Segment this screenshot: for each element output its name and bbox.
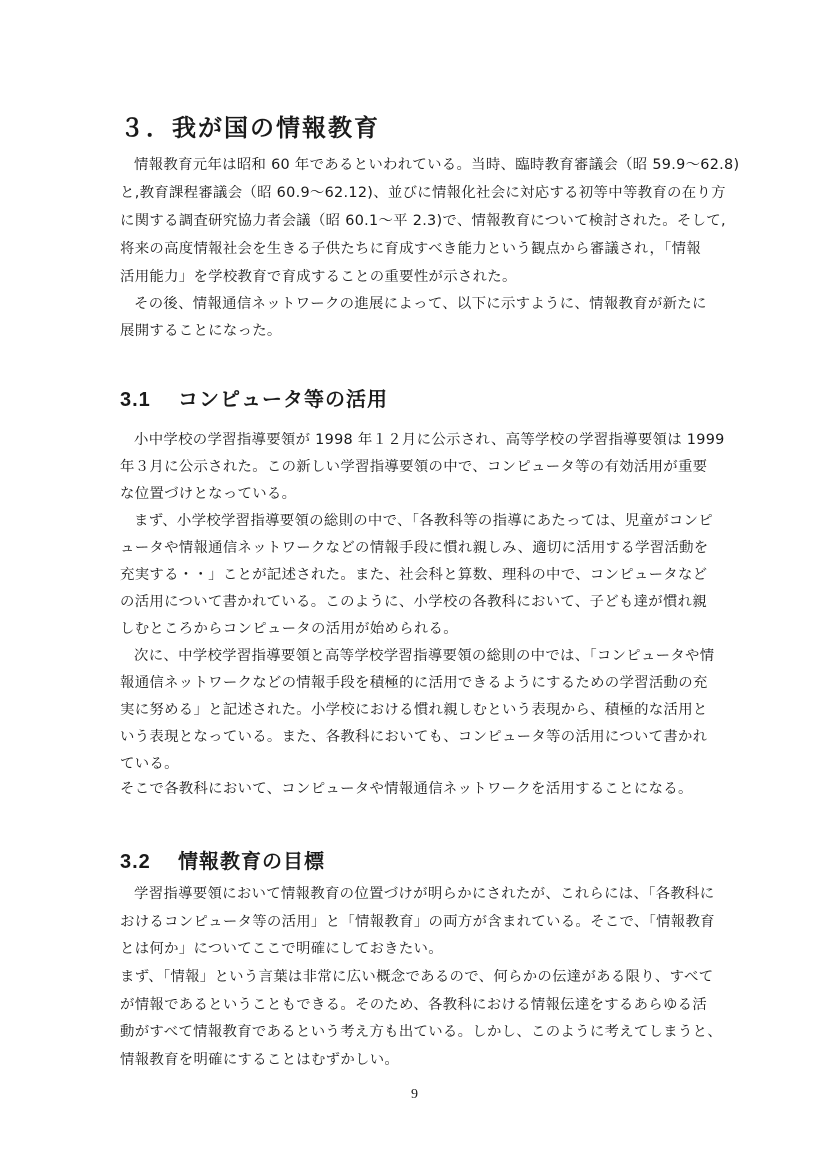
section-3-1-line: 報通信ネットワークなどの情報手段を積極的に活用できるようにするための学習活動の充 [120,675,708,691]
section-3-heading: ３．我が国の情報教育 [120,114,380,142]
section-3-line: 展開することになった。 [120,323,282,339]
section-3-2-line: まず、「情報」という言葉は非常に広い概念であるので、何らかの伝達がある限り、すべて [120,969,714,985]
section-3-1-line: 次に、中学校学習指導要領と高等学校学習指導要領の総則の中では、「コンピュータや情 [134,648,715,664]
section-3-2-number: 3.2 [120,851,151,873]
section-3-2-line: 情報教育を明確にすることはむずかしい。 [120,1052,400,1068]
section-3-1-line: 小中学校の学習指導要領が 1998 年１２月に公示され、高等学校の学習指導要領は 1999 [134,432,725,448]
section-3-line: に関する調査研究協力者会議（昭 60.1～平 2.3)で、情報教育について検討された。そして, [120,213,726,229]
section-3-1-line: まず、小学校学習指導要領の総則の中で、「各教科等の指導にあたっては、児童がコンピ [134,513,713,529]
section-3-1-title: コンピュータ等の活用 [178,387,388,411]
page-number: 9 [411,1087,418,1102]
section-3-1-heading [120,383,388,412]
section-3-2-line: が情報であるということもできる。そのため、各教科における情報伝達をするあらゆる活 [120,997,708,1013]
section-3-2-title: 情報教育の目標 [178,849,325,873]
section-3-2-heading [120,845,325,874]
section-3-1-line: な位置づけとなっている。 [120,486,297,502]
section-3-1-line: の活用について書かれている。このように、小学校の各教科において、子ども達が慣れ親 [120,594,708,610]
section-3-2-line: 学習指導要領において情報教育の位置づけが明らかにされたが、これらには、「各教科に [134,886,715,902]
section-3-1-number: 3.1 [120,389,151,411]
section-3-1-line: ュータや情報通信ネットワークなどの情報手段に慣れ親しみ、適切に活用する学習活動を [120,540,709,556]
section-3-1-line: 実に努める」と記述された。小学校における慣れ親しむという表現から、積極的な活用と [120,702,708,718]
section-3-1-line: そこで各教科において、コンピュータや情報通信ネットワークを活用することになる。 [120,781,693,797]
section-3-line: 活用能力」を学校教育で育成することの重要性が示された。 [120,269,517,285]
section-3-line: 情報教育元年は昭和 60 年であるといわれている。当時、臨時教育審議会（昭 59.9～62.8) [134,157,740,173]
section-3-2-line: おけるコンピュータ等の活用」と「情報教育」の両方が含まれている。そこで、「情報教育 [120,914,715,930]
section-3-1-line: いう表現となっている。また、各教科においても、コンピュータ等の活用について書かれ [120,729,708,745]
section-3-line: 将来の高度情報社会を生きる子供たちに育成すべき能力という観点から審議され，「情報 [120,241,702,257]
section-3-1-line: 充実する・・」ことが記述された。また、社会科と算数、理科の中で、コンピュータなど [120,567,708,583]
section-3-line: と,教育課程審議会（昭 60.9～62.12)、並びに情報化社会に対応する初等中等教育の在り方 [120,185,726,201]
section-3-2-line: 動がすべて情報教育であるという考え方も出ている。しかし、このように考えてしまうと、 [120,1024,723,1040]
section-3-line: その後、情報通信ネットワークの進展によって、以下に示すように、情報教育が新たに [134,296,707,312]
section-3-1-line: しむところからコンピュータの活用が始められる。 [120,621,458,637]
section-3-1-line: 年３月に公示された。この新しい学習指導要領の中で、コンピュータ等の有効活用が重要 [120,459,708,475]
section-3-2-line: とは何か」についてここで明確にしておきたい。 [120,941,443,957]
section-3-1-line: ている。 [120,756,179,772]
